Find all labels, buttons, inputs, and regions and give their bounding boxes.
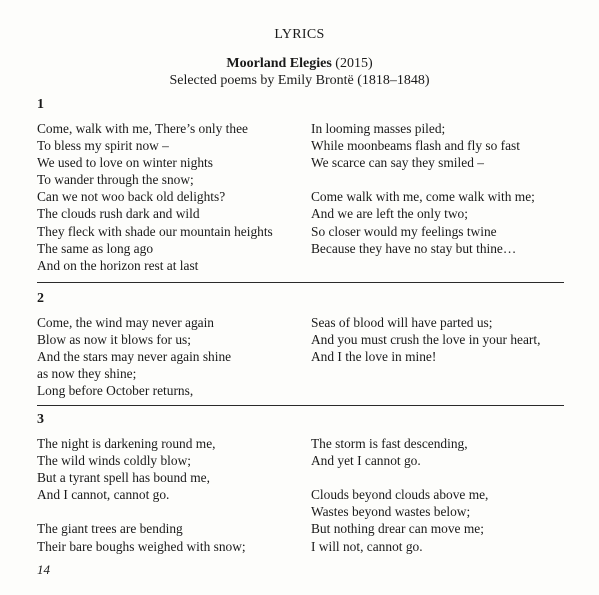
- work-subtitle: Selected poems by Emily Brontë (1818–1848): [169, 73, 430, 88]
- poem-line: Because they have no stay but thine…: [311, 240, 517, 256]
- poem-line: Seas of blood will have parted us;: [311, 315, 493, 330]
- page-number: 14: [37, 562, 50, 577]
- poem-line: We used to love on winter nights: [37, 155, 213, 171]
- poem-line: The same as long ago: [37, 240, 154, 256]
- poem-line: To bless my spirit now –: [37, 138, 169, 154]
- section-1-right-column: [311, 120, 535, 257]
- stanza-break: [37, 503, 246, 520]
- poem-line: I will not, cannot go.: [311, 538, 423, 554]
- poem-line: But a tyrant spell has bound me,: [37, 470, 210, 486]
- poem-line: Come, walk with me, There’s only thee: [37, 121, 248, 136]
- poem-line: Wastes beyond wastes below;: [311, 504, 471, 520]
- poem-line: But nothing drear can move me;: [311, 521, 484, 537]
- poem-line: We scarce can say they smiled –: [311, 155, 484, 171]
- section-divider: [37, 405, 564, 406]
- poem-line: as now they shine;: [37, 366, 137, 382]
- poem-line: The giant trees are bending: [37, 521, 183, 537]
- poem-line: And I cannot, cannot go.: [37, 487, 170, 503]
- section-number-3: 3: [37, 412, 44, 427]
- page-heading: LYRICS: [274, 27, 325, 42]
- section-1-left-column: [37, 120, 273, 274]
- poem-line: And I the love in mine!: [311, 349, 437, 365]
- poem-line: Long before October returns,: [37, 383, 194, 399]
- poem-line: The night is darkening round me,: [37, 436, 216, 451]
- work-year: (2015): [335, 56, 373, 71]
- poem-line: And on the horizon rest at last: [37, 257, 199, 273]
- section-number-2: 2: [37, 291, 44, 306]
- poem-line: So closer would my feelings twine: [311, 223, 497, 239]
- poem-line: While moonbeams flash and fly so fast: [311, 138, 520, 154]
- section-number-1: 1: [37, 97, 44, 112]
- poem-line: Can we not woo back old delights?: [37, 189, 226, 205]
- poem-line: And you must crush the love in your heart,: [311, 332, 541, 348]
- section-3-left-column: [37, 435, 246, 555]
- poem-line: The wild winds coldly blow;: [37, 453, 191, 469]
- stanza-break: [311, 171, 535, 188]
- section-3-right-column: [311, 435, 488, 555]
- poem-line: To wander through the snow;: [37, 172, 194, 188]
- poem-line: Clouds beyond clouds above me,: [311, 487, 489, 503]
- poem-line: They fleck with shade our mountain heights: [37, 223, 273, 239]
- poem-line: Blow as now it blows for us;: [37, 332, 191, 348]
- poem-line: And the stars may never again shine: [37, 349, 232, 365]
- poem-line: The storm is fast descending,: [311, 436, 468, 451]
- section-2-right-column: [311, 314, 540, 365]
- poem-line: And we are left the only two;: [311, 206, 468, 222]
- work-title: Moorland Elegies: [226, 56, 332, 71]
- poem-line: Their bare boughs weighed with snow;: [37, 538, 246, 554]
- section-2-left-column: [37, 314, 231, 399]
- poem-line: Come walk with me, come walk with me;: [311, 189, 535, 205]
- poem-line: The clouds rush dark and wild: [37, 206, 200, 222]
- poem-line: Come, the wind may never again: [37, 315, 215, 330]
- poem-line: And yet I cannot go.: [311, 453, 421, 469]
- work-title-line: [0, 56, 599, 72]
- section-divider: [37, 282, 564, 283]
- poem-line: In looming masses piled;: [311, 121, 446, 136]
- stanza-break: [311, 469, 488, 486]
